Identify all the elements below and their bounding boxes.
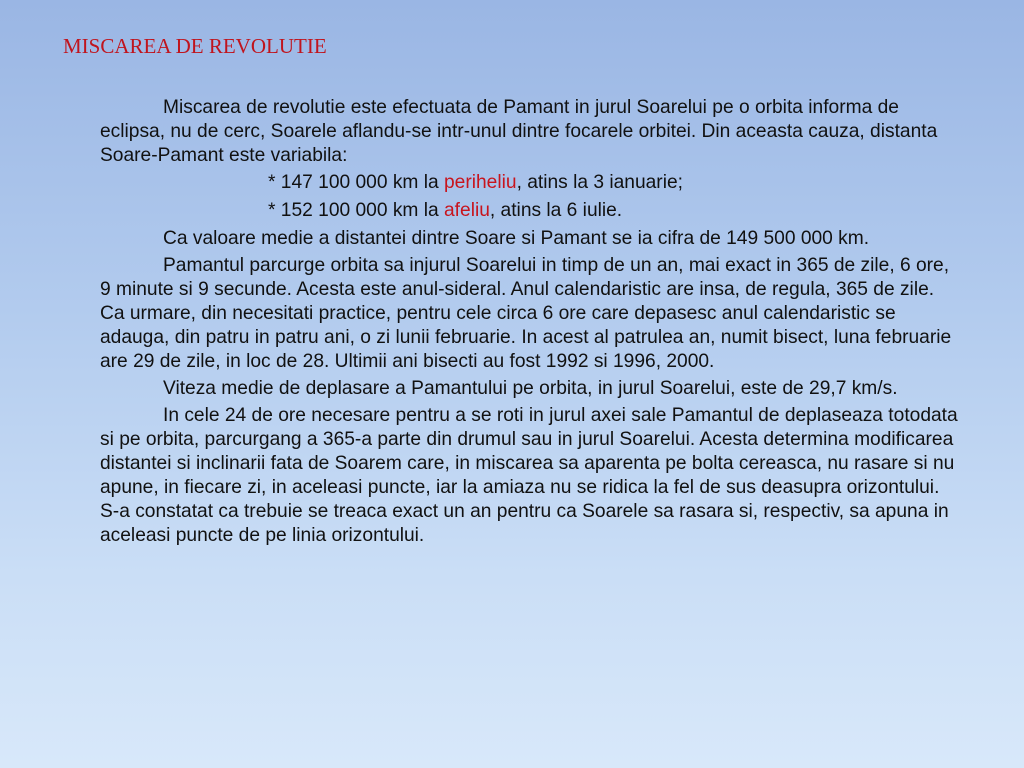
slide-body: [100, 96, 958, 551]
paragraph-orbital-speed: Viteza medie de deplasare a Pamantului pe orbita, in jurul Soarelui, este de 29,7 km/s.: [163, 378, 898, 399]
paragraph-mean-distance: Ca valoare medie a distantei dintre Soare si Pamant se ia cifra de 149 500 000 km.: [163, 228, 870, 249]
paragraph-daily-motion: In cele 24 de ore necesare pentru a se roti in jurul axei sale Pamantul de deplaseaza totodata si pe orbita, parcurgang a 365-a parte din drumul sau in jurul Soarelui. Acesta determina modificarea distantei si inclinarii fata de Soarem care, in miscarea sa aparenta pe bolta cereasca, nu rasare si nu apune, in fiecare zi, in aceleasi puncte, iar la amiaza nu se ridica la fel de sus deasupra orizontului. S-a constatat ca trebuie se treaca exact un an pentru ca Soarele sa rasara si, respectiv, sa apuna in aceleasi puncte de pe linia orizontului.: [100, 405, 958, 546]
bullet-perihelion-suffix: , atins la 3 ianuarie;: [516, 172, 683, 193]
slide-title: MISCAREA DE REVOLUTIE: [63, 34, 327, 58]
bullet-aphelion: [100, 199, 958, 223]
term-aphelion: afeliu: [444, 200, 490, 221]
paragraph-intro: Miscarea de revolutie este efectuata de Pamant in jurul Soarelui pe o orbita informa de eclipsa, nu de cerc, Soarele aflandu-se intr-unul dintre focarele orbitei. Din aceasta cauza, distanta Soare-Pamant este variabila:: [100, 97, 938, 166]
bullet-perihelion: [100, 171, 958, 195]
term-perihelion: periheliu: [444, 172, 517, 193]
bullet-aphelion-suffix: , atins la 6 iulie.: [489, 200, 623, 221]
bullet-perihelion-prefix: * 147 100 000 km la: [268, 172, 445, 193]
bullet-aphelion-prefix: * 152 100 000 km la: [268, 200, 445, 221]
paragraph-sidereal-year: Pamantul parcurge orbita sa injurul Soarelui in timp de un an, mai exact in 365 de zile, 6 ore, 9 minute si 9 secunde. Acesta este anul-sideral. Anul calendaristic are insa, de regula, 365 de zile. Ca urmare, din necesitati practice, pentru cele circa 6 ore care depasesc anul calendaristic se adauga, din patru in patru ani, o zi lunii februarie. In acest al patrulea an, numit bisect, luna februarie are 29 de zile, in loc de 28. Ultimii ani bisecti au fost 1992 si 1996, 2000.: [100, 255, 952, 372]
